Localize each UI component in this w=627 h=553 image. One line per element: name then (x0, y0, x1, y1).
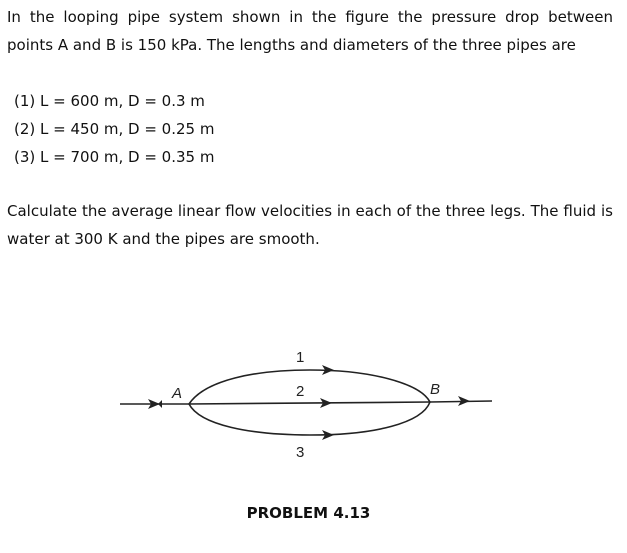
pipe-spec-1: (1) L = 600 m, D = 0.3 m (14, 92, 205, 110)
pipe-3-arc (189, 402, 430, 435)
pipe-2-label: 2 (296, 383, 305, 400)
problem-question-text: Calculate the average linear flow velocities in each of the three legs. The fluid is water at 300 K and the pipes are smooth. (7, 202, 613, 248)
figure-caption: PROBLEM 4.13 (246, 504, 371, 522)
pipe-2-line (189, 402, 430, 404)
problem-intro-text: In the looping pipe system shown in the figure the pressure drop between points A and B is 150 kPa. The lengths and diameters of the three pipes are (7, 8, 613, 54)
pipe-loop-figure (100, 325, 520, 475)
pipe-spec-2: (2) L = 450 m, D = 0.25 m (14, 120, 215, 138)
pipe-spec-3: (3) L = 700 m, D = 0.35 m (14, 148, 215, 166)
point-b-label: B (430, 381, 441, 398)
pipe-3-label: 3 (296, 444, 305, 461)
pipe-1-arc (189, 370, 430, 404)
point-a-label: A (172, 385, 183, 402)
pipe-1-label: 1 (296, 349, 305, 366)
